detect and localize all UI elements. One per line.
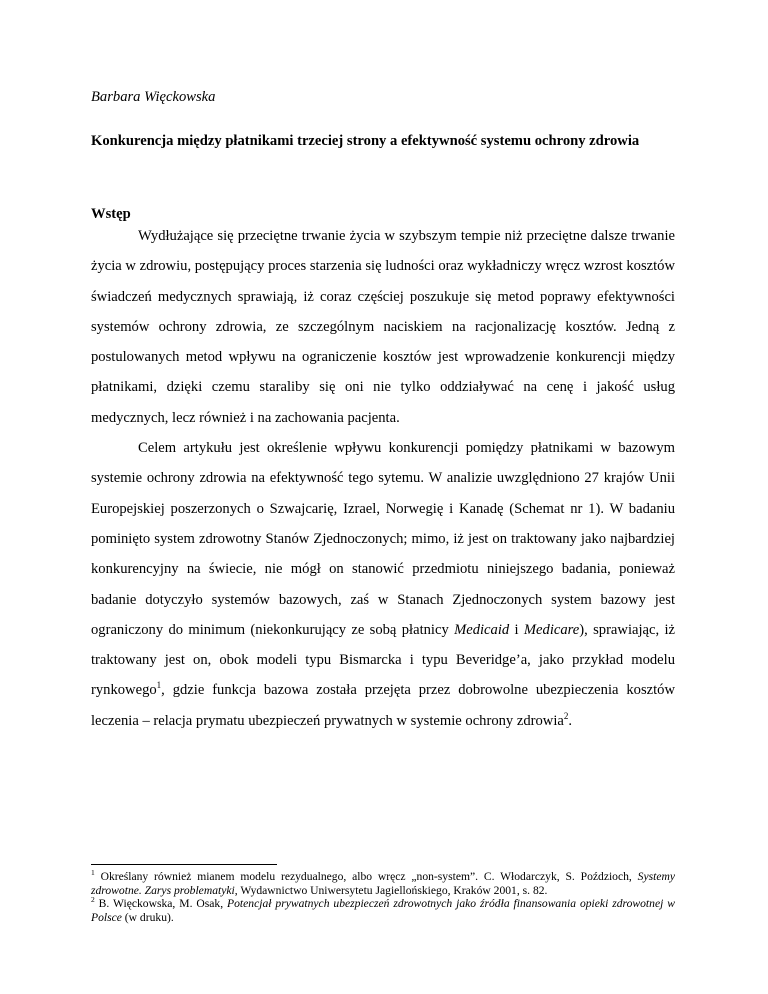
section-heading: Wstęp — [91, 206, 131, 222]
footnote-1 — [91, 870, 675, 897]
conjunction: i — [509, 621, 524, 638]
footnote-ref-2[interactable]: 2 — [563, 710, 569, 721]
paragraph-aim-text-4: . — [568, 712, 573, 729]
footnote-ref-1[interactable]: 1 — [156, 680, 162, 691]
footnote-1-text-b: , Wydawnictwo Uniwersytetu Jagiellońskiego, Kraków 2001, s. 82. — [234, 883, 548, 897]
paragraph-intro: Wydłużające się przeciętne trwanie życia w szybszym tempie niż przeciętne dalsze trwanie życia w zdrowiu, postępujący proces starzenia się ludności oraz wykładniczy wręcz wzrost kosztów świadczeń medycznych sprawiają, iż coraz częściej poszukuje się metod poprawy efektywności systemów ochrony zdrowia, ze szczególnym naciskiem na racjonalizację kosztów. Jedną z postulowanych metod wpływu na ograniczenie kosztów jest wprowadzenie konkurencji między płatnikami, dzięki czemu staraliby się oni nie tylko oddziaływać na cenę i jakość usług medycznych, lecz również i na zachowania pacjenta. — [91, 228, 675, 426]
medicaid-term: Medicaid — [454, 621, 510, 638]
footnote-2-text-b: (w druku). — [121, 910, 174, 924]
medicare-term: Medicare — [523, 621, 580, 638]
footnote-2-text-a: B. Więckowska, M. Osak, — [94, 897, 228, 910]
footnotes — [91, 870, 675, 924]
paragraph-aim-text-1: Celem artykułu jest określenie wpływu konkurencji pomiędzy płatnikami w bazowym systemie ochrony zdrowia na efektywność tego sytemu. W analizie uwzględniono 27 krajów Unii Europejskiej poszerzonych o Szwajcarię, Izrael, Norwegię i Kanadę (Schemat nr 1). W badaniu pominięto system zdrowotny Stanów Zjednoczonych; mimo, iż jest on traktowany jako najbardziej konkurencyjny na świecie, nie mógł on stanowić przedmiotu niniejszego badania, ponieważ badanie dotyczyło systemów bazowych, zaś w Stanach Zjednoczonych system bazowy jest ograniczony do minimum (niekonkurujący ze sobą płatnicy — [91, 440, 675, 638]
author-name: Barbara Więckowska — [91, 89, 216, 105]
paragraph-aim-text-3: , gdzie funkcja bazowa została przejęta przez dobrowolne ubezpieczenia kosztów leczenia – relacja prymatu ubezpieczeń prywatnych w systemie ochrony zdrowia — [91, 682, 675, 729]
paragraph-aim — [91, 433, 675, 736]
footnote-2 — [91, 897, 675, 924]
body-text — [91, 221, 675, 736]
footnote-2-title: Potencjał prywatnych ubezpieczeń zdrowotnych jako źródła finansowania opieki zdrowotnej w Polsce — [91, 897, 675, 924]
paper-title: Konkurencja między płatnikami trzeciej strony a efektywność systemu ochrony zdrowia — [91, 133, 640, 149]
footnote-1-number: 1 — [91, 868, 95, 878]
footnote-separator — [91, 864, 277, 865]
footnote-1-text-a: Określany również mianem modelu rezydualnego, albo wręcz „non-system”. C. Włodarczyk, S. Poździoch, — [94, 870, 638, 883]
footnote-2-number: 2 — [91, 895, 95, 905]
footnote-1-title: Systemy zdrowotne. Zarys problematyki — [91, 870, 675, 897]
paragraph-aim-text-2: ), sprawiając, iż traktowany jest on, obok modeli typu Bismarcka i typu Beveridge’a, jako przykład modelu rynkowego — [91, 621, 675, 699]
